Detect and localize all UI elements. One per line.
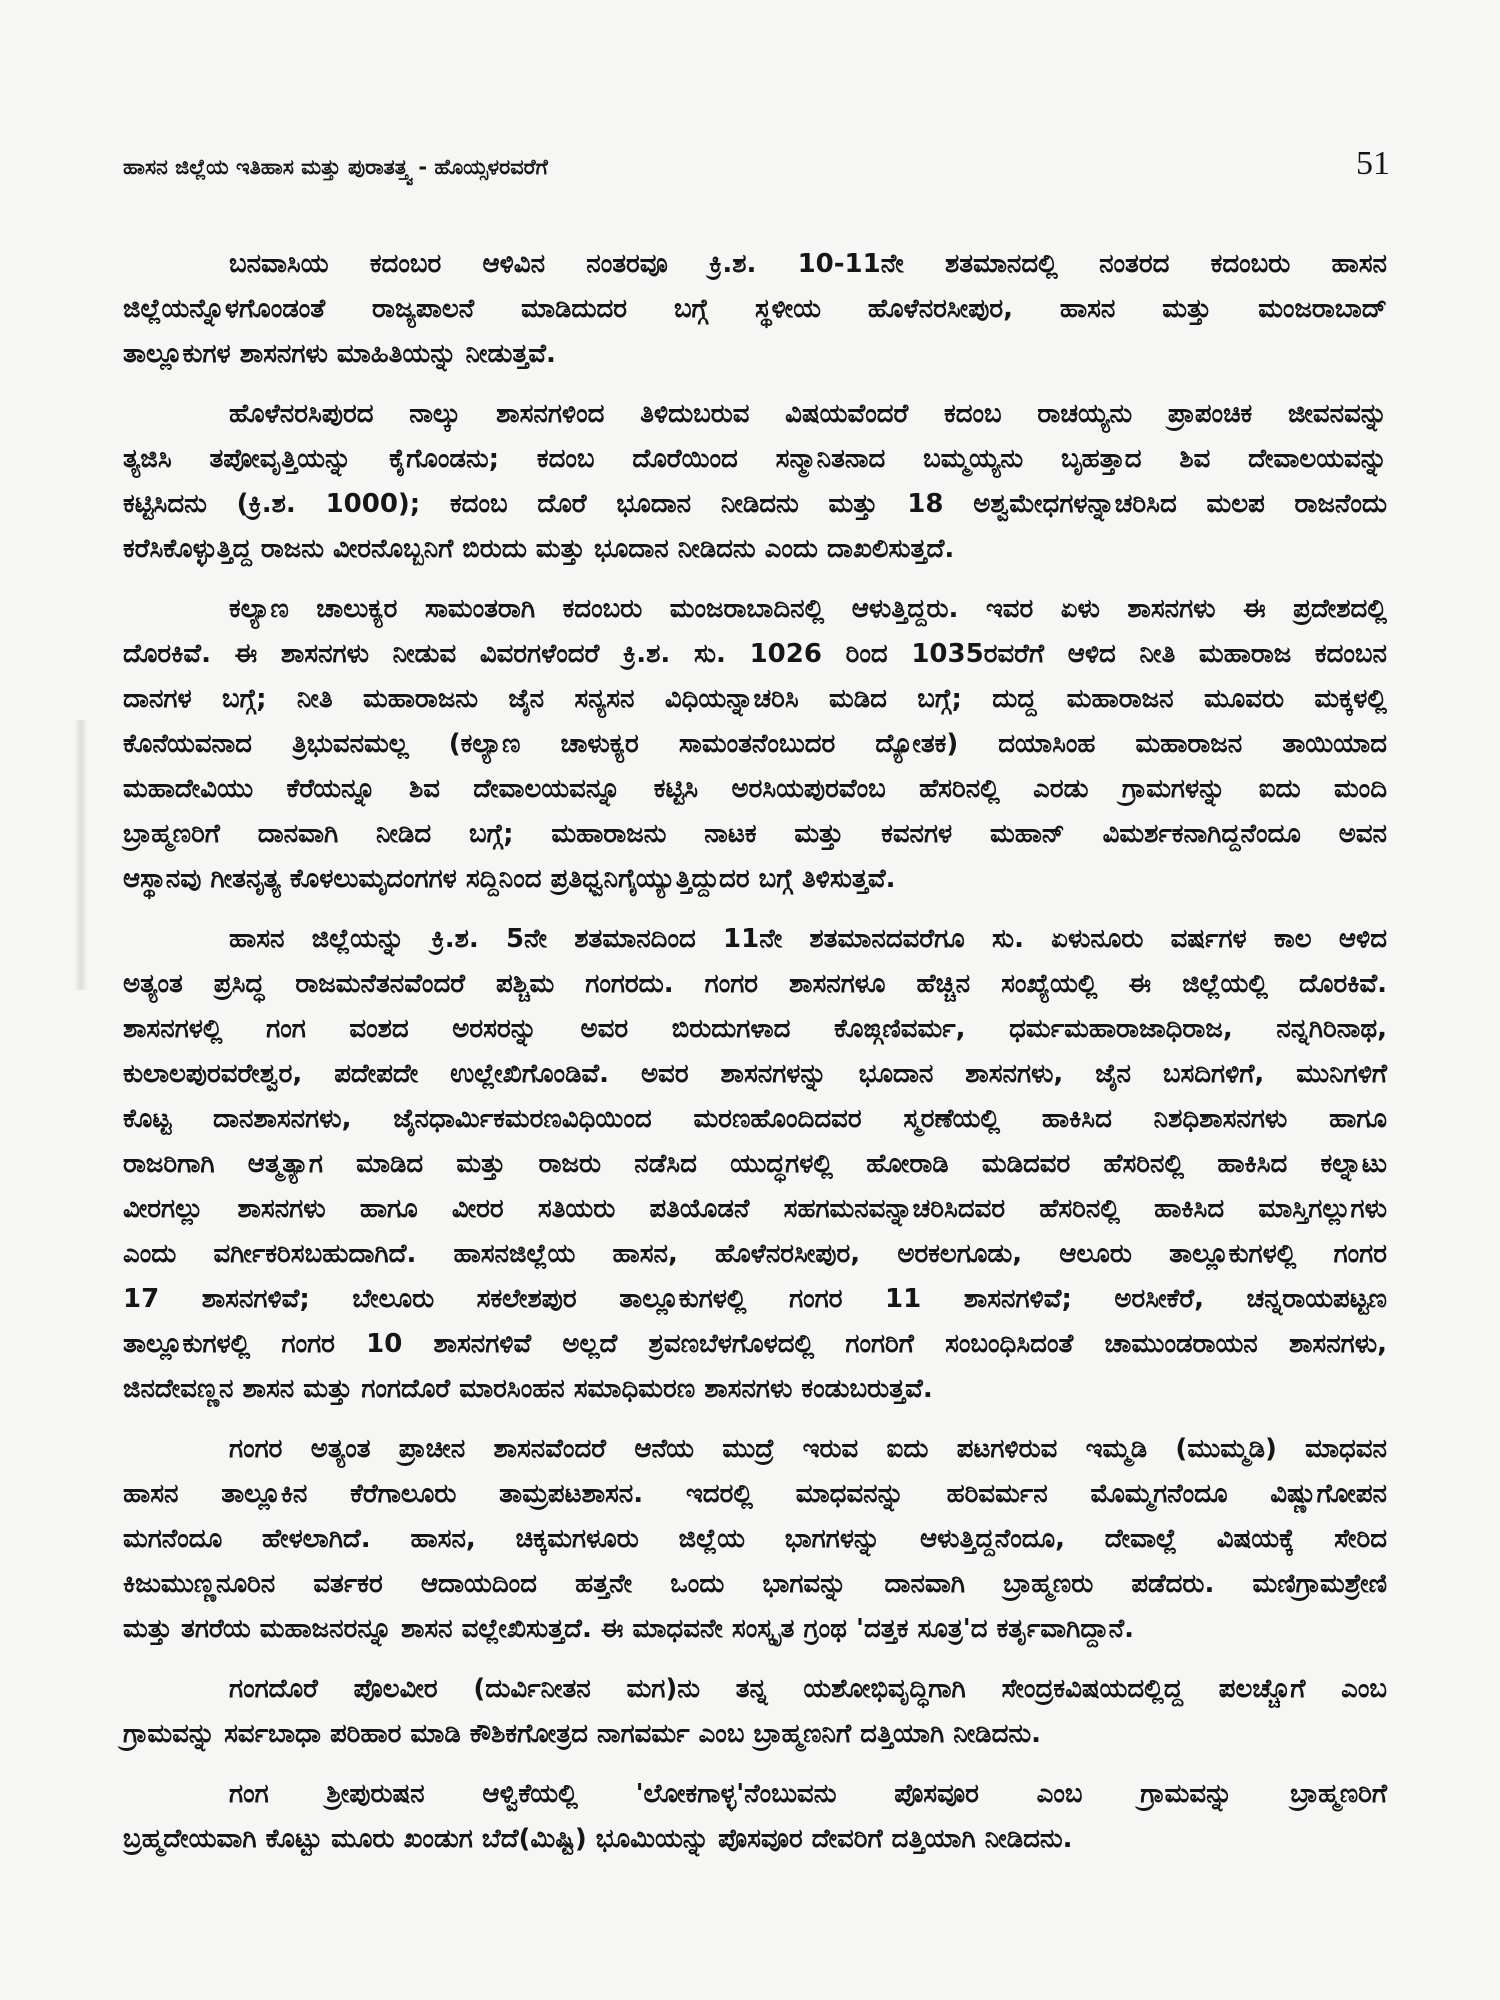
text-line: ತಾಲ್ಲೂಕುಗಳ ಶಾಸನಗಳು ಮಾಹಿತಿಯನ್ನು ನೀಡುತ್ತವೆ. [123, 339, 556, 369]
text-line: ಗಂಗರ ಅತ್ಯಂತ ಪ್ರಾಚೀನ ಶಾಸನವೆಂದರೆ ಆನೆಯ ಮುದ್ರೆ ಇರುವ ಐದು ಪಟಗಳಿರುವ ಇಮ್ಮಡಿ (ಮುಮ್ಮಡಿ) ಮಾಧವನ [229, 1434, 1387, 1464]
text-line: ತ್ಯಜಿಸಿ ತಪೋವೃತ್ತಿಯನ್ನು ಕೈಗೊಂಡನು; ಕದಂಬ ದೊರೆಯಿಂದ ಸನ್ಮಾನಿತನಾದ ಬಮ್ಮಯ್ಯನು ಬೃಹತ್ತಾದ ಶಿವ ದೇವಾಲಯವನ್ನು [123, 444, 1387, 474]
paragraph [123, 242, 1387, 377]
text-line: ಗಂಗ ಶ್ರೀಪುರುಷನ ಆಳ್ವಿಕೆಯಲ್ಲಿ 'ಲೋಕಗಾಳ್ಳ'ನೆಂಬುವನು ಪೊಸವೂರ ಎಂಬ ಗ್ರಾಮವನ್ನು ಬ್ರಾಹ್ಮಣರಿಗೆ [229, 1779, 1387, 1809]
running-title: ಹಾಸನ ಜಿಲ್ಲೆಯ ಇತಿಹಾಸ ಮತ್ತು ಪುರಾತತ್ತ್ವ - ಹೊಯ್ಸಳರವರೆಗೆ [123, 155, 548, 179]
text-line: ಗ್ರಾಮವನ್ನು ಸರ್ವಬಾಧಾ ಪರಿಹಾರ ಮಾಡಿ ಕೌಶಿಕಗೋತ್ರದ ನಾಗವರ್ಮ ಎಂಬ ಬ್ರಾಹ್ಮಣನಿಗೆ ದತ್ತಿಯಾಗಿ ನೀಡಿದನು. [123, 1719, 1041, 1749]
text-line: ಗಂಗದೊರೆ ಪೊಲವೀರ (ದುರ್ವಿನೀತನ ಮಗ)ನು ತನ್ನ ಯಶೋಭಿವೃದ್ಧಿಗಾಗಿ ಸೇಂದ್ರಕವಿಷಯದಲ್ಲಿದ್ದ ಪಲಚ್ಚೊಗೆ ಎಂಬ [229, 1674, 1387, 1704]
paragraph [123, 1772, 1387, 1862]
paragraph [123, 392, 1387, 572]
text-line: ಎಂದು ವರ್ಗೀಕರಿಸಬಹುದಾಗಿದೆ. ಹಾಸನಜಿಲ್ಲೆಯ ಹಾಸನ, ಹೊಳೆನರಸೀಪುರ, ಅರಕಲಗೂಡು, ಆಲೂರು ತಾಲ್ಲೂಕುಗಳಲ್ಲಿ ಗಂಗರ [123, 1239, 1387, 1269]
paragraph [123, 587, 1387, 902]
text-line: ಕರೆಸಿಕೊಳ್ಳುತ್ತಿದ್ದ ರಾಜನು ವೀರನೊಬ್ಬನಿಗೆ ಬಿರುದು ಮತ್ತು ಭೂದಾನ ನೀಡಿದನು ಎಂದು ದಾಖಲಿಸುತ್ತದೆ. [123, 534, 955, 564]
paragraph [123, 1427, 1387, 1652]
paragraph [123, 917, 1387, 1412]
text-line: ಜಿಲ್ಲೆಯನ್ನೊಳಗೊಂಡಂತೆ ರಾಜ್ಯಪಾಲನೆ ಮಾಡಿದುದರ ಬಗ್ಗೆ ಸ್ಥಳೀಯ ಹೊಳೆನರಸೀಪುರ, ಹಾಸನ ಮತ್ತು ಮಂಜರಾಬಾದ್ [123, 294, 1387, 324]
text-line: ಕಲ್ಯಾಣ ಚಾಲುಕ್ಯರ ಸಾಮಂತರಾಗಿ ಕದಂಬರು ಮಂಜರಾಬಾದಿನಲ್ಲಿ ಆಳುತ್ತಿದ್ದರು. ಇವರ ಏಳು ಶಾಸನಗಳು ಈ ಪ್ರದೇಶದಲ್ಲಿ [229, 594, 1387, 624]
text-line: ದಾನಗಳ ಬಗ್ಗೆ; ನೀತಿ ಮಹಾರಾಜನು ಜೈನ ಸನ್ಯಸನ ವಿಧಿಯನ್ನಾಚರಿಸಿ ಮಡಿದ ಬಗ್ಗೆ; ದುದ್ದ ಮಹಾರಾಜನ ಮೂವರು ಮಕ್ಕಳಲ್ಲಿ [123, 684, 1387, 714]
text-line: ದೊರಕಿವೆ. ಈ ಶಾಸನಗಳು ನೀಡುವ ವಿವರಗಳೆಂದರೆ ಕ್ರಿ.ಶ. ಸು. 1026 ರಿಂದ 1035ರವರೆಗೆ ಆಳಿದ ನೀತಿ ಮಹಾರಾಜ ಕದಂಬನ [123, 639, 1387, 669]
text-line: ಬ್ರಾಹ್ಮಣರಿಗೆ ದಾನವಾಗಿ ನೀಡಿದ ಬಗ್ಗೆ; ಮಹಾರಾಜನು ನಾಟಕ ಮತ್ತು ಕವನಗಳ ಮಹಾನ್ ವಿಮರ್ಶಕನಾಗಿದ್ದನೆಂದೂ ಅವನ [123, 819, 1387, 849]
text-line: ಕೊಟ್ಟ ದಾನಶಾಸನಗಳು, ಜೈನಧಾರ್ಮಿಕಮರಣವಿಧಿಯಿಂದ ಮರಣಹೊಂದಿದವರ ಸ್ಮರಣೆಯಲ್ಲಿ ಹಾಕಿಸಿದ ನಿಶಧಿಶಾಸನಗಳು ಹಾಗೂ [123, 1104, 1387, 1134]
scan-edge-shadow [74, 720, 88, 990]
text-line: ಮಹಾದೇವಿಯು ಕೆರೆಯನ್ನೂ ಶಿವ ದೇವಾಲಯವನ್ನೂ ಕಟ್ಟಿಸಿ ಅರಸಿಯಪುರವೆಂಬ ಹೆಸರಿನಲ್ಲಿ ಎರಡು ಗ್ರಾಮಗಳನ್ನು ಐದು ಮಂದಿ [123, 774, 1387, 804]
text-line: ಕಿಜುಮುಣ್ಣನೂರಿನ ವರ್ತಕರ ಆದಾಯದಿಂದ ಹತ್ತನೇ ಒಂದು ಭಾಗವನ್ನು ದಾನವಾಗಿ ಬ್ರಾಹ್ಮಣರು ಪಡೆದರು. ಮಣಿಗ್ರಾಮಶ್ರೇಣಿ [123, 1569, 1387, 1599]
text-line: ಆಸ್ಥಾನವು ಗೀತನೃತ್ಯ ಕೊಳಲುಮೃದಂಗಗಳ ಸದ್ದಿನಿಂದ ಪ್ರತಿಧ್ವನಿಗೈಯ್ಯುತ್ತಿದ್ದುದರ ಬಗ್ಗೆ ತಿಳಿಸುತ್ತವೆ. [123, 864, 896, 894]
text-line: ವೀರಗಲ್ಲು ಶಾಸನಗಳು ಹಾಗೂ ವೀರರ ಸತಿಯರು ಪತಿಯೊಡನೆ ಸಹಗಮನವನ್ನಾಚರಿಸಿದವರ ಹೆಸರಿನಲ್ಲಿ ಹಾಕಿಸಿದ ಮಾಸ್ತಿಗಲ್ಲುಗಳು [123, 1194, 1387, 1224]
body-text [123, 242, 1387, 1877]
text-line: ಹೊಳೆನರಸಿಪುರದ ನಾಲ್ಕು ಶಾಸನಗಳಿಂದ ತಿಳಿದುಬರುವ ವಿಷಯವೆಂದರೆ ಕದಂಬ ರಾಚಯ್ಯನು ಪ್ರಾಪಂಚಿಕ ಜೀವನವನ್ನು [229, 399, 1387, 429]
paragraph [123, 1667, 1387, 1757]
page-number: 51 [1356, 145, 1390, 182]
text-line: ಹಾಸನ ಜಿಲ್ಲೆಯನ್ನು ಕ್ರಿ.ಶ. 5ನೇ ಶತಮಾನದಿಂದ 11ನೇ ಶತಮಾನದವರೆಗೂ ಸು. ಏಳುನೂರು ವರ್ಷಗಳ ಕಾಲ ಆಳಿದ [229, 924, 1387, 954]
text-line: ಅತ್ಯಂತ ಪ್ರಸಿದ್ಧ ರಾಜಮನೆತನವೆಂದರೆ ಪಶ್ಚಿಮ ಗಂಗರದು. ಗಂಗರ ಶಾಸನಗಳೂ ಹೆಚ್ಚಿನ ಸಂಖ್ಯೆಯಲ್ಲಿ ಈ ಜಿಲ್ಲೆಯಲ್ಲಿ ದೊರಕಿವೆ. [123, 969, 1387, 999]
text-line: ರಾಜರಿಗಾಗಿ ಆತ್ಮತ್ಯಾಗ ಮಾಡಿದ ಮತ್ತು ರಾಜರು ನಡೆಸಿದ ಯುದ್ಧಗಳಲ್ಲಿ ಹೋರಾಡಿ ಮಡಿದವರ ಹೆಸರಿನಲ್ಲಿ ಹಾಕಿಸಿದ ಕಲ್ನಾಟು [123, 1149, 1387, 1179]
text-line: ಹಾಸನ ತಾಲ್ಲೂಕಿನ ಕೆರೆಗಾಲೂರು ತಾಮ್ರಪಟಶಾಸನ. ಇದರಲ್ಲಿ ಮಾಧವನನ್ನು ಹರಿವರ್ಮನ ಮೊಮ್ಮಗನೆಂದೂ ವಿಷ್ಣುಗೋಪನ [123, 1479, 1387, 1509]
text-line: ಕುಲಾಲಪುರವರೇಶ್ವರ, ಪದೇಪದೇ ಉಲ್ಲೇಖಿಗೊಂಡಿವೆ. ಅವರ ಶಾಸನಗಳನ್ನು ಭೂದಾನ ಶಾಸನಗಳು, ಜೈನ ಬಸದಿಗಳಿಗೆ, ಮುನಿಗಳಿಗೆ [123, 1059, 1387, 1089]
text-line: ತಾಲ್ಲೂಕುಗಳಲ್ಲಿ ಗಂಗರ 10 ಶಾಸನಗಳಿವೆ ಅಲ್ಲದೆ ಶ್ರವಣಬೆಳಗೊಳದಲ್ಲಿ ಗಂಗರಿಗೆ ಸಂಬಂಧಿಸಿದಂತೆ ಚಾಮುಂಡರಾಯನ ಶಾಸನಗಳು, [123, 1329, 1387, 1359]
text-line: ಬ್ರಹ್ಮದೇಯವಾಗಿ ಕೊಟ್ಟು ಮೂರು ಖಂಡುಗ ಬೆದೆ(ಮಿಷ್ಟಿ) ಭೂಮಿಯನ್ನು ಪೊಸವೂರ ದೇವರಿಗೆ ದತ್ತಿಯಾಗಿ ನೀಡಿದನು. [123, 1824, 1073, 1854]
text-line: ಬನವಾಸಿಯ ಕದಂಬರ ಆಳಿವಿನ ನಂತರವೂ ಕ್ರಿ.ಶ. 10-11ನೇ ಶತಮಾನದಲ್ಲಿ ನಂತರದ ಕದಂಬರು ಹಾಸನ [229, 249, 1387, 279]
text-line: 17 ಶಾಸನಗಳಿವೆ; ಬೇಲೂರು ಸಕಲೇಶಪುರ ತಾಲ್ಲೂಕುಗಳಲ್ಲಿ ಗಂಗರ 11 ಶಾಸನಗಳಿವೆ; ಅರಸೀಕೆರೆ, ಚನ್ನರಾಯಪಟ್ಟಣ [123, 1284, 1387, 1314]
text-line: ಕಟ್ಟಿಸಿದನು (ಕ್ರಿ.ಶ. 1000); ಕದಂಬ ದೊರೆ ಭೂದಾನ ನೀಡಿದನು ಮತ್ತು 18 ಅಶ್ವಮೇಧಗಳನ್ನಾಚರಿಸಿದ ಮಲಪ ರಾಜನೆಂದು [123, 489, 1387, 519]
text-line: ಮತ್ತು ತಗರೆಯ ಮಹಾಜನರನ್ನೂ ಶಾಸನ ವಲ್ಲೇಖಿಸುತ್ತದೆ. ಈ ಮಾಧವನೇ ಸಂಸ್ಕೃತ ಗ್ರಂಥ 'ದತ್ತಕ ಸೂತ್ರ'ದ ಕರ್ತೃವಾಗಿದ್ದಾನೆ. [123, 1614, 1135, 1644]
text-line: ಶಾಸನಗಳಲ್ಲಿ ಗಂಗ ವಂಶದ ಅರಸರನ್ನು ಅವರ ಬಿರುದುಗಳಾದ ಕೊಙ್ಗಣಿವರ್ಮ, ಧರ್ಮಮಹಾರಾಜಾಧಿರಾಜ, ನನ್ನಗಿರಿನಾಥ, [123, 1014, 1387, 1044]
text-line: ಕೊನೆಯವನಾದ ತ್ರಿಭುವನಮಲ್ಲ (ಕಲ್ಯಾಣ ಚಾಳುಕ್ಯರ ಸಾಮಂತನೆಂಬುದರ ದ್ಯೋತಕ) ದಯಾಸಿಂಹ ಮಹಾರಾಜನ ತಾಯಿಯಾದ [123, 729, 1387, 759]
text-line: ಜಿನದೇವಣ್ಣನ ಶಾಸನ ಮತ್ತು ಗಂಗದೊರೆ ಮಾರಸಿಂಹನ ಸಮಾಧಿಮರಣ ಶಾಸನಗಳು ಕಂಡುಬರುತ್ತವೆ. [123, 1374, 933, 1404]
text-line: ಮಗನೆಂದೂ ಹೇಳಲಾಗಿದೆ. ಹಾಸನ, ಚಿಕ್ಕಮಗಳೂರು ಜಿಲ್ಲೆಯ ಭಾಗಗಳನ್ನು ಆಳುತ್ತಿದ್ದನೆಂದೂ, ದೇವಾಲ್ಲೆ ವಿಷಯಕ್ಕೆ ಸೇರಿದ [123, 1524, 1387, 1554]
